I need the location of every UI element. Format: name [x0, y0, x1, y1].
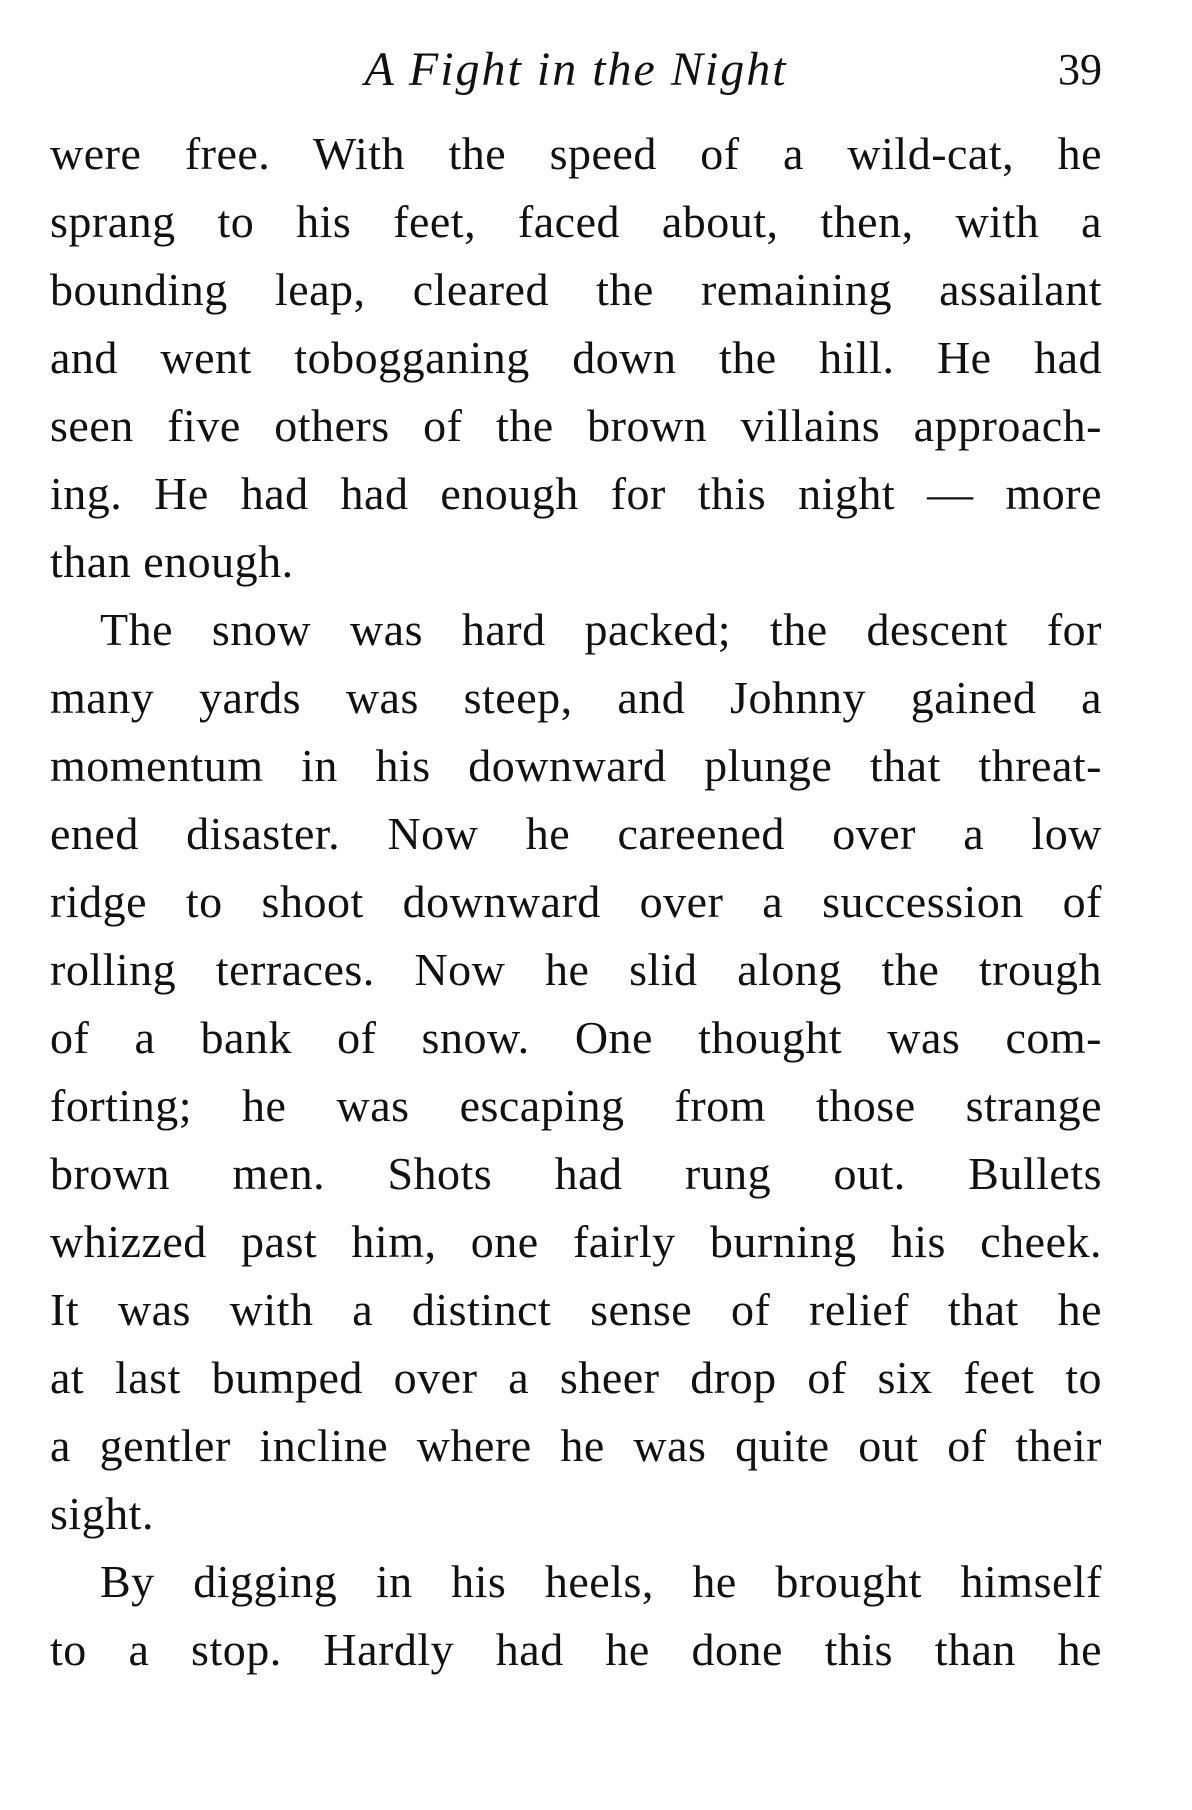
- text-line: By digging in his heels, he brought himself: [100, 1556, 1102, 1607]
- paragraph: [50, 596, 1102, 1548]
- text-line: rolling terraces. Now he slid along the trough: [50, 944, 1102, 995]
- text-line: momentum in his downward plunge that threat-: [50, 740, 1102, 791]
- paragraph: [50, 1548, 1102, 1684]
- text-line: were free. With the speed of a wild-cat, he: [50, 128, 1102, 179]
- text-line: sprang to his feet, faced about, then, with a: [50, 196, 1102, 247]
- text-line: The snow was hard packed; the descent for: [100, 604, 1102, 655]
- text-line: bounding leap, cleared the remaining assailant: [50, 264, 1102, 315]
- running-head: [50, 30, 1102, 110]
- page-number: 39: [1058, 45, 1102, 94]
- text-line: ened disaster. Now he careened over a low: [50, 808, 1102, 859]
- text-line: seen five others of the brown villains approach-: [50, 400, 1102, 451]
- text-line: sight.: [50, 1488, 154, 1539]
- text-line: and went tobogganing down the hill. He had: [50, 332, 1102, 383]
- text-line: ridge to shoot downward over a succession of: [50, 876, 1102, 927]
- text-line: at last bumped over a sheer drop of six feet to: [50, 1352, 1102, 1403]
- text-line: to a stop. Hardly had he done this than he: [50, 1624, 1102, 1675]
- text-line: forting; he was escaping from those strange: [50, 1080, 1102, 1131]
- text-line: than enough.: [50, 536, 294, 587]
- text-line: whizzed past him, one fairly burning his cheek.: [50, 1216, 1102, 1267]
- text-line: ing. He had had enough for this night — more: [50, 468, 1102, 519]
- text-line: a gentler incline where he was quite out of their: [50, 1420, 1102, 1471]
- text-line: brown men. Shots had rung out. Bullets: [50, 1148, 1102, 1199]
- text-line: of a bank of snow. One thought was com-: [50, 1012, 1102, 1063]
- text-line: It was with a distinct sense of relief that he: [50, 1284, 1102, 1335]
- body-text: [50, 120, 1102, 1684]
- paragraph: [50, 120, 1102, 596]
- chapter-title: A Fight in the Night: [364, 43, 788, 96]
- text-line: many yards was steep, and Johnny gained a: [50, 672, 1102, 723]
